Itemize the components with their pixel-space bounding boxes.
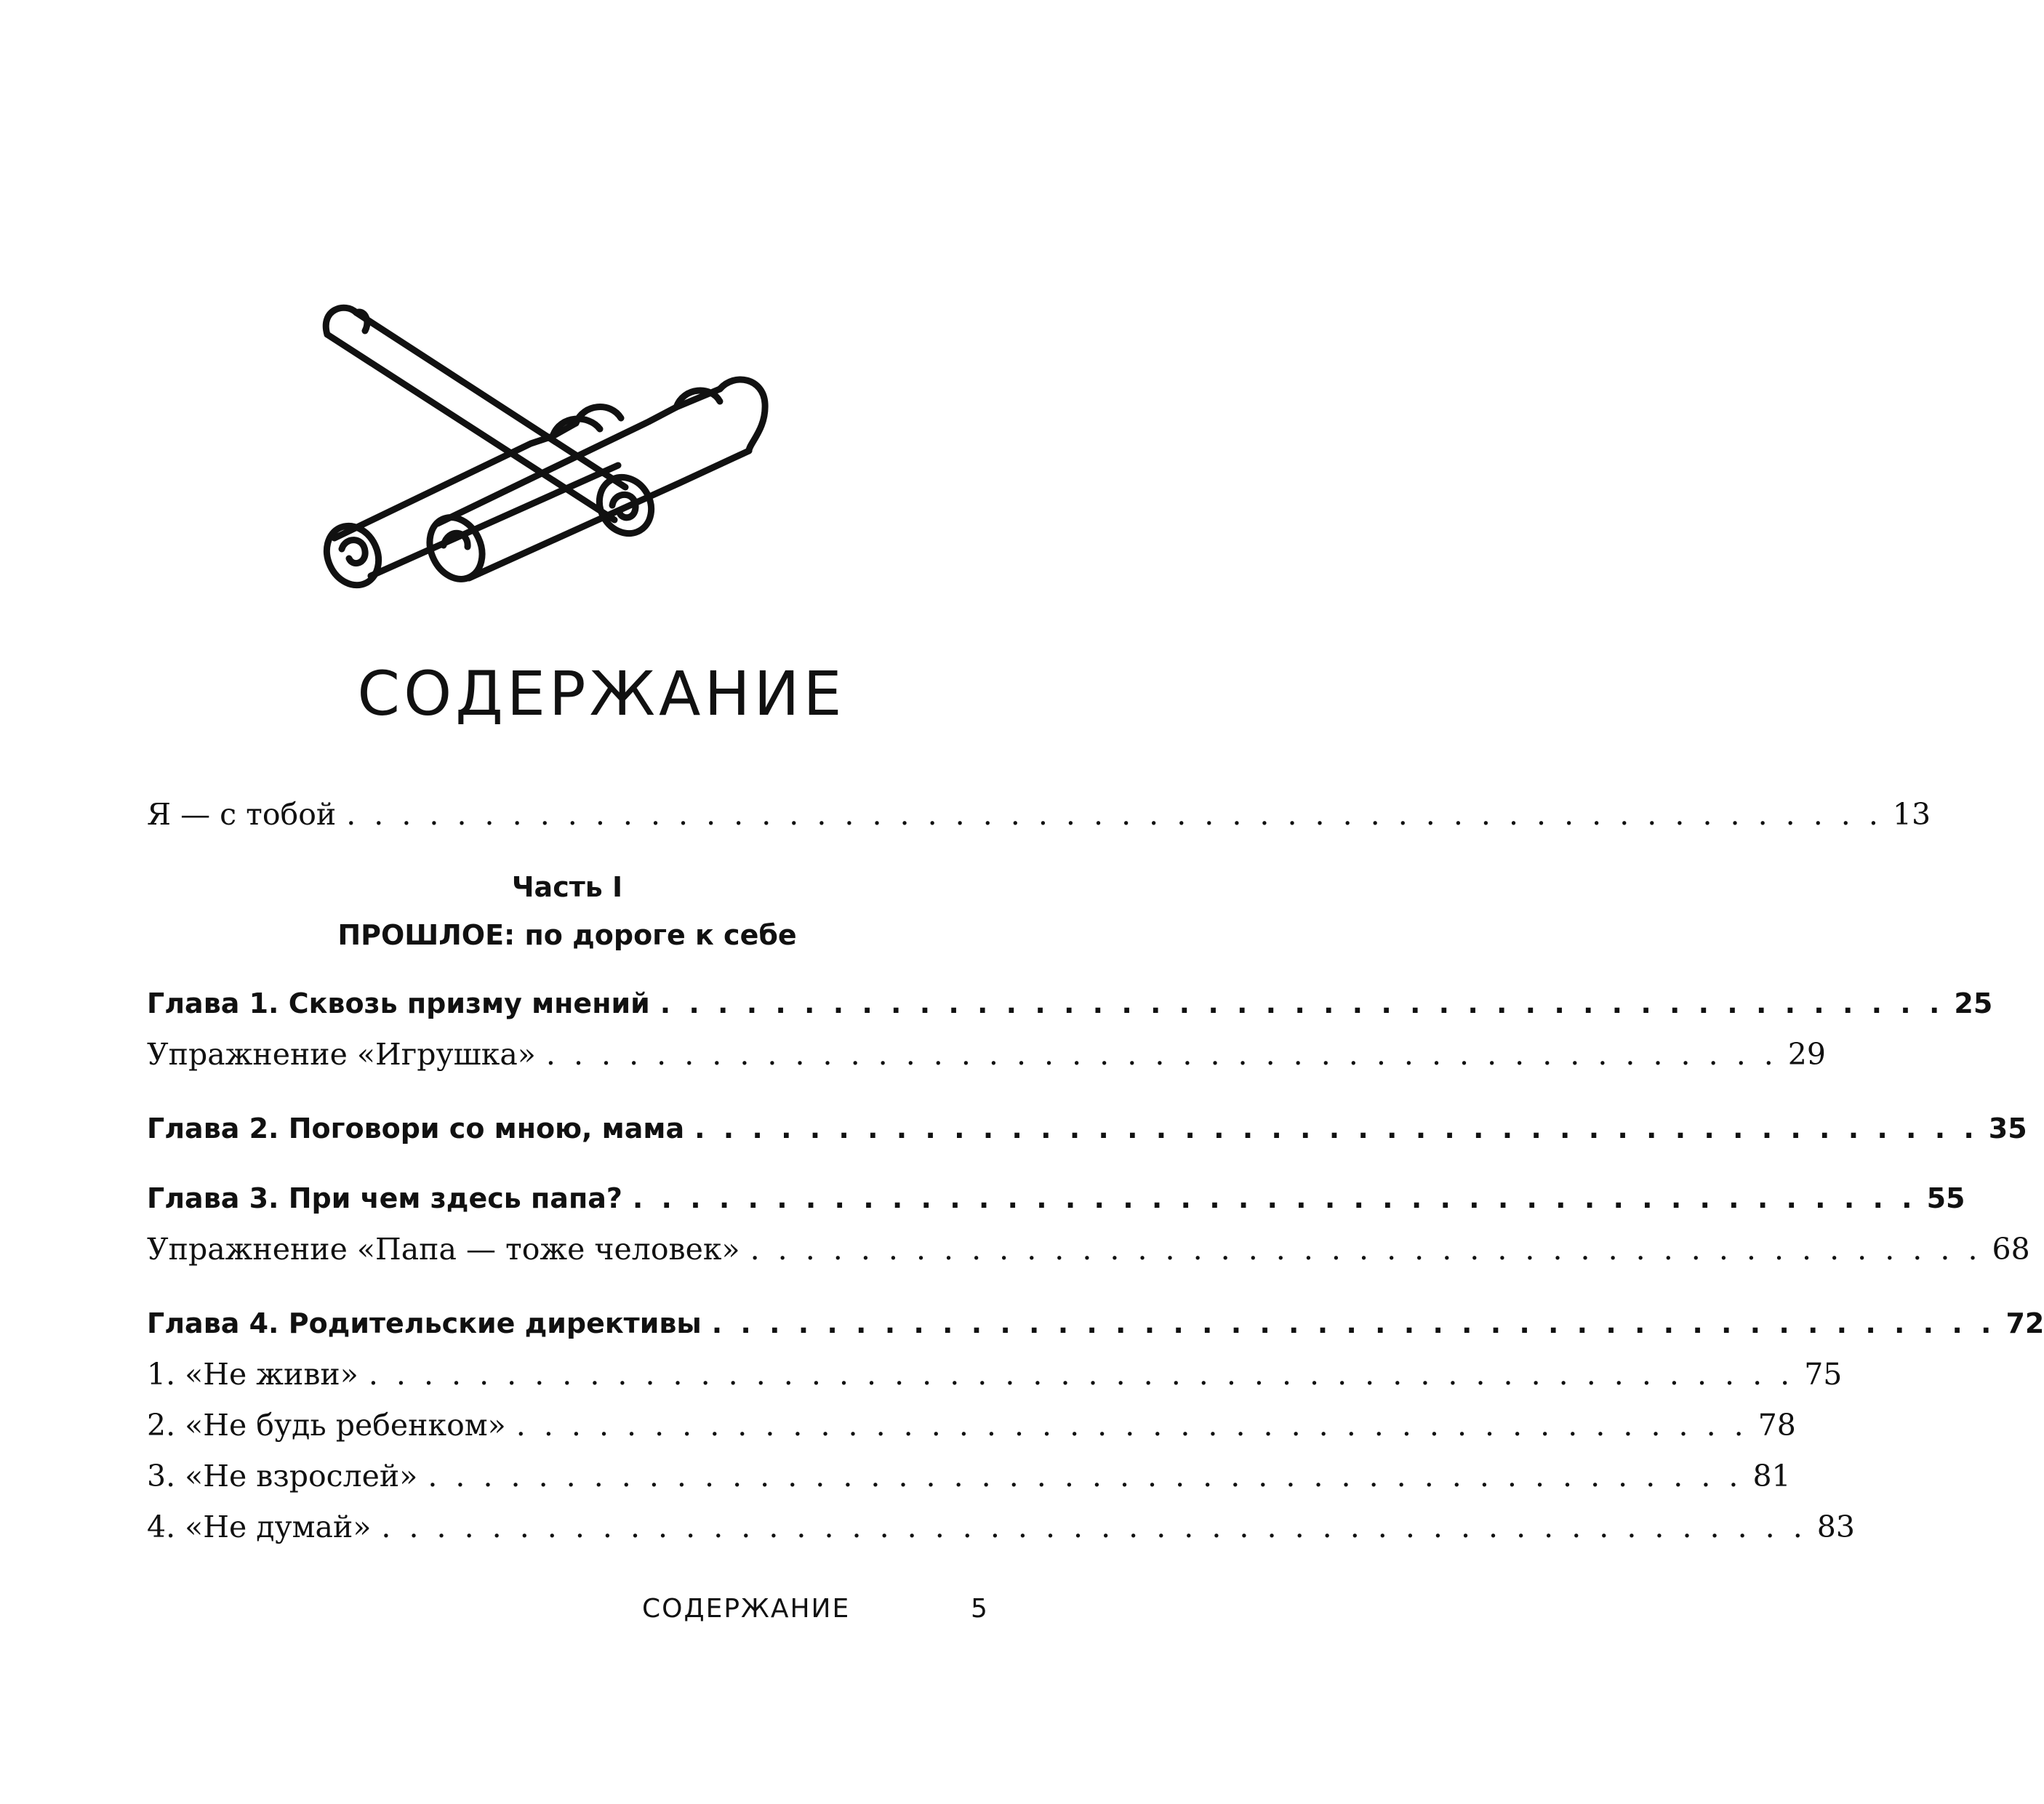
dot-leader: . . . . . . . . . . . . . . . . . . . . . . . . . . . . . . . . . . . . . . . . . . . . . (660, 987, 1944, 1019)
toc-entry[interactable] (147, 1451, 1791, 1502)
dot-leader: . . . . . . . . . . . . . . . . . . . . . . . . . . . . . . . . . . . . . . . . . . . . . . . . . . . . (381, 1510, 1807, 1544)
running-footer-section: СОДЕРЖАНИЕ (642, 1594, 851, 1624)
toc-entry-label: 1. «Не живи» (147, 1357, 358, 1392)
dot-leader: . . . . . . . . . . . . . . . . . . . . . . . . . . . . . . . . . . . . . . . . . . . . . (545, 1037, 1778, 1072)
chapter-label: Глава 2. Поговори со мною, мама (147, 1113, 685, 1144)
toc-chapter-3[interactable] (147, 1173, 1965, 1224)
toc-entry-label: 3. «Не взрослей» (147, 1459, 418, 1494)
toc-entry-page: 13 (1892, 797, 1931, 832)
toc-entry[interactable] (147, 1224, 2030, 1275)
dot-leader: . . . . . . . . . . . . . . . . . . . . . . . . . . . . . . . . . . . . . . . . . . . . . . . . (428, 1459, 1743, 1494)
toc-entry-page: 81 (1752, 1459, 1791, 1494)
cross-stick (326, 308, 661, 542)
toc-entry-page: 83 (1816, 1510, 1855, 1544)
toc-entry-page: 78 (1758, 1408, 1796, 1443)
chapter-label: Глава 1. Сквозь призму мнений (147, 987, 650, 1019)
toc-entry-page: 29 (1787, 1037, 1826, 1072)
part-name: ПРОШЛОЕ: по дороге к себе (337, 919, 797, 951)
toc-entry-page: 68 (1992, 1232, 2030, 1267)
toc-entry-label: Я — с тобой (147, 797, 337, 832)
chapter-page: 25 (1954, 987, 1993, 1019)
table-of-contents (147, 789, 2044, 1552)
toc-entry-label: 4. «Не думай» (147, 1510, 372, 1544)
dot-leader: . . . . . . . . . . . . . . . . . . . . . . . . . . . . . . . . . . . . . . . . . . . . . (694, 1113, 1979, 1144)
chapter-label: Глава 3. При чем здесь папа? (147, 1182, 622, 1214)
toc-entry-label: Упражнение «Папа — тоже человек» (147, 1232, 740, 1267)
toc-entry[interactable] (147, 1502, 1855, 1552)
chapter-label: Глава 4. Родительские директивы (147, 1307, 702, 1339)
part-number: Часть I (511, 871, 623, 903)
dot-leader: . . . . . . . . . . . . . . . . . . . . . . . . . . . . . . . . . . . . . . . . . . . . . (632, 1182, 1917, 1214)
toc-chapter-1[interactable] (147, 978, 1993, 1029)
chapter-page: 35 (1988, 1113, 2027, 1144)
toc-entry-intro[interactable] (147, 789, 1931, 840)
page-title: СОДЕРЖАНИЕ (357, 658, 846, 729)
page-number: 5 (971, 1594, 989, 1624)
dot-leader: . . . . . . . . . . . . . . . . . . . . . . . . . . . . . . . . . . . . . . . . . . . . . (750, 1232, 1982, 1267)
cinnamon-sticks-icon (313, 305, 822, 582)
dot-leader: . . . . . . . . . . . . . . . . . . . . . . . . . . . . . . . . . . . . . . . . . . . . . . . . . . . . (368, 1357, 1795, 1392)
back-stick (317, 407, 621, 594)
toc-chapter-2[interactable] (147, 1103, 2027, 1154)
chapter-page: 72 (2005, 1307, 2044, 1339)
dot-leader: . . . . . . . . . . . . . . . . . . . . . . . . . . . . . . . . . . . . . . . . . . . . . . . . . . . . . . . . (346, 797, 1883, 832)
dot-leader: . . . . . . . . . . . . . . . . . . . . . . . . . . . . . . . . . . . . . . . . . . . . . (711, 1307, 1996, 1339)
dot-leader: . . . . . . . . . . . . . . . . . . . . . . . . . . . . . . . . . . . . . . . . . . . . . (516, 1408, 1748, 1443)
toc-entry[interactable] (147, 1349, 1843, 1400)
toc-entry[interactable] (147, 1029, 1826, 1080)
toc-chapter-4[interactable] (147, 1298, 2044, 1349)
toc-entry[interactable] (147, 1400, 1796, 1451)
toc-entry-label: Упражнение «Игрушка» (147, 1037, 536, 1072)
chapter-page: 55 (1926, 1182, 1965, 1214)
toc-entry-page: 75 (1804, 1357, 1843, 1392)
toc-entry-label: 2. «Не будь ребенком» (147, 1408, 506, 1443)
